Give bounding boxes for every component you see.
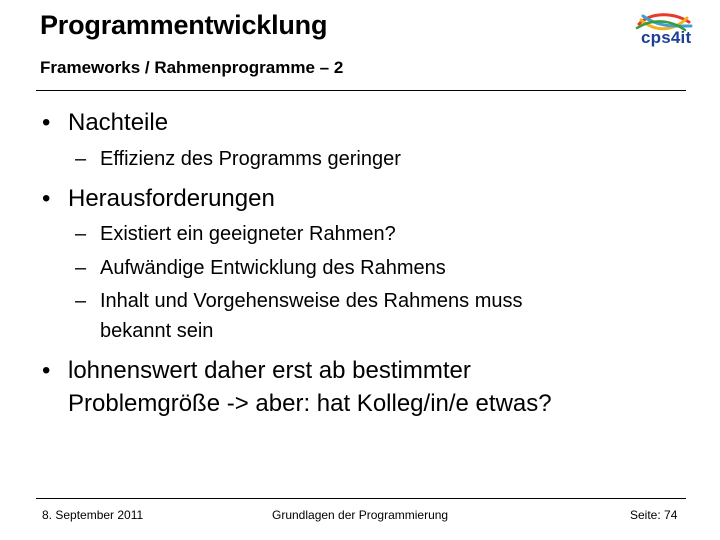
footer-date: 8. September 2011 [42,508,144,522]
slide-subtitle: Frameworks / Rahmenprogramme – 2 [40,58,344,77]
bullet-text: lohnenswert daher erst ab bestimmter [68,357,471,384]
dash-marker: – [75,148,87,170]
footer-page-number: Seite: 74 [630,508,678,522]
dash-marker: – [75,290,87,312]
header-divider [36,90,686,91]
sub-bullet-text: bekannt sein [100,320,214,342]
bullet-marker: • [42,185,51,212]
bullet-text: Herausforderungen [68,185,275,212]
bullet-marker: • [42,357,51,384]
sub-bullet-text: Aufwändige Entwicklung des Rahmens [100,257,446,279]
sub-bullet-text: Effizienz des Programms geringer [100,148,401,170]
sub-bullet-text: Existiert ein geeigneter Rahmen? [100,223,396,245]
footer-divider [36,498,686,499]
sub-bullet-text: Inhalt und Vorgehensweise des Rahmens muss [100,290,523,312]
dash-marker: – [75,223,87,245]
bullet-marker: • [42,109,51,136]
bullet-text: Problemgröße -> aber: hat Kolleg/in/e etwas? [68,390,552,417]
bullet-text: Nachteile [68,109,169,136]
dash-marker: – [75,257,87,279]
logo-text: cps4it [641,28,692,47]
slide-title: Programmentwicklung [40,10,328,40]
footer-course: Grundlagen der Programmierung [272,508,449,522]
